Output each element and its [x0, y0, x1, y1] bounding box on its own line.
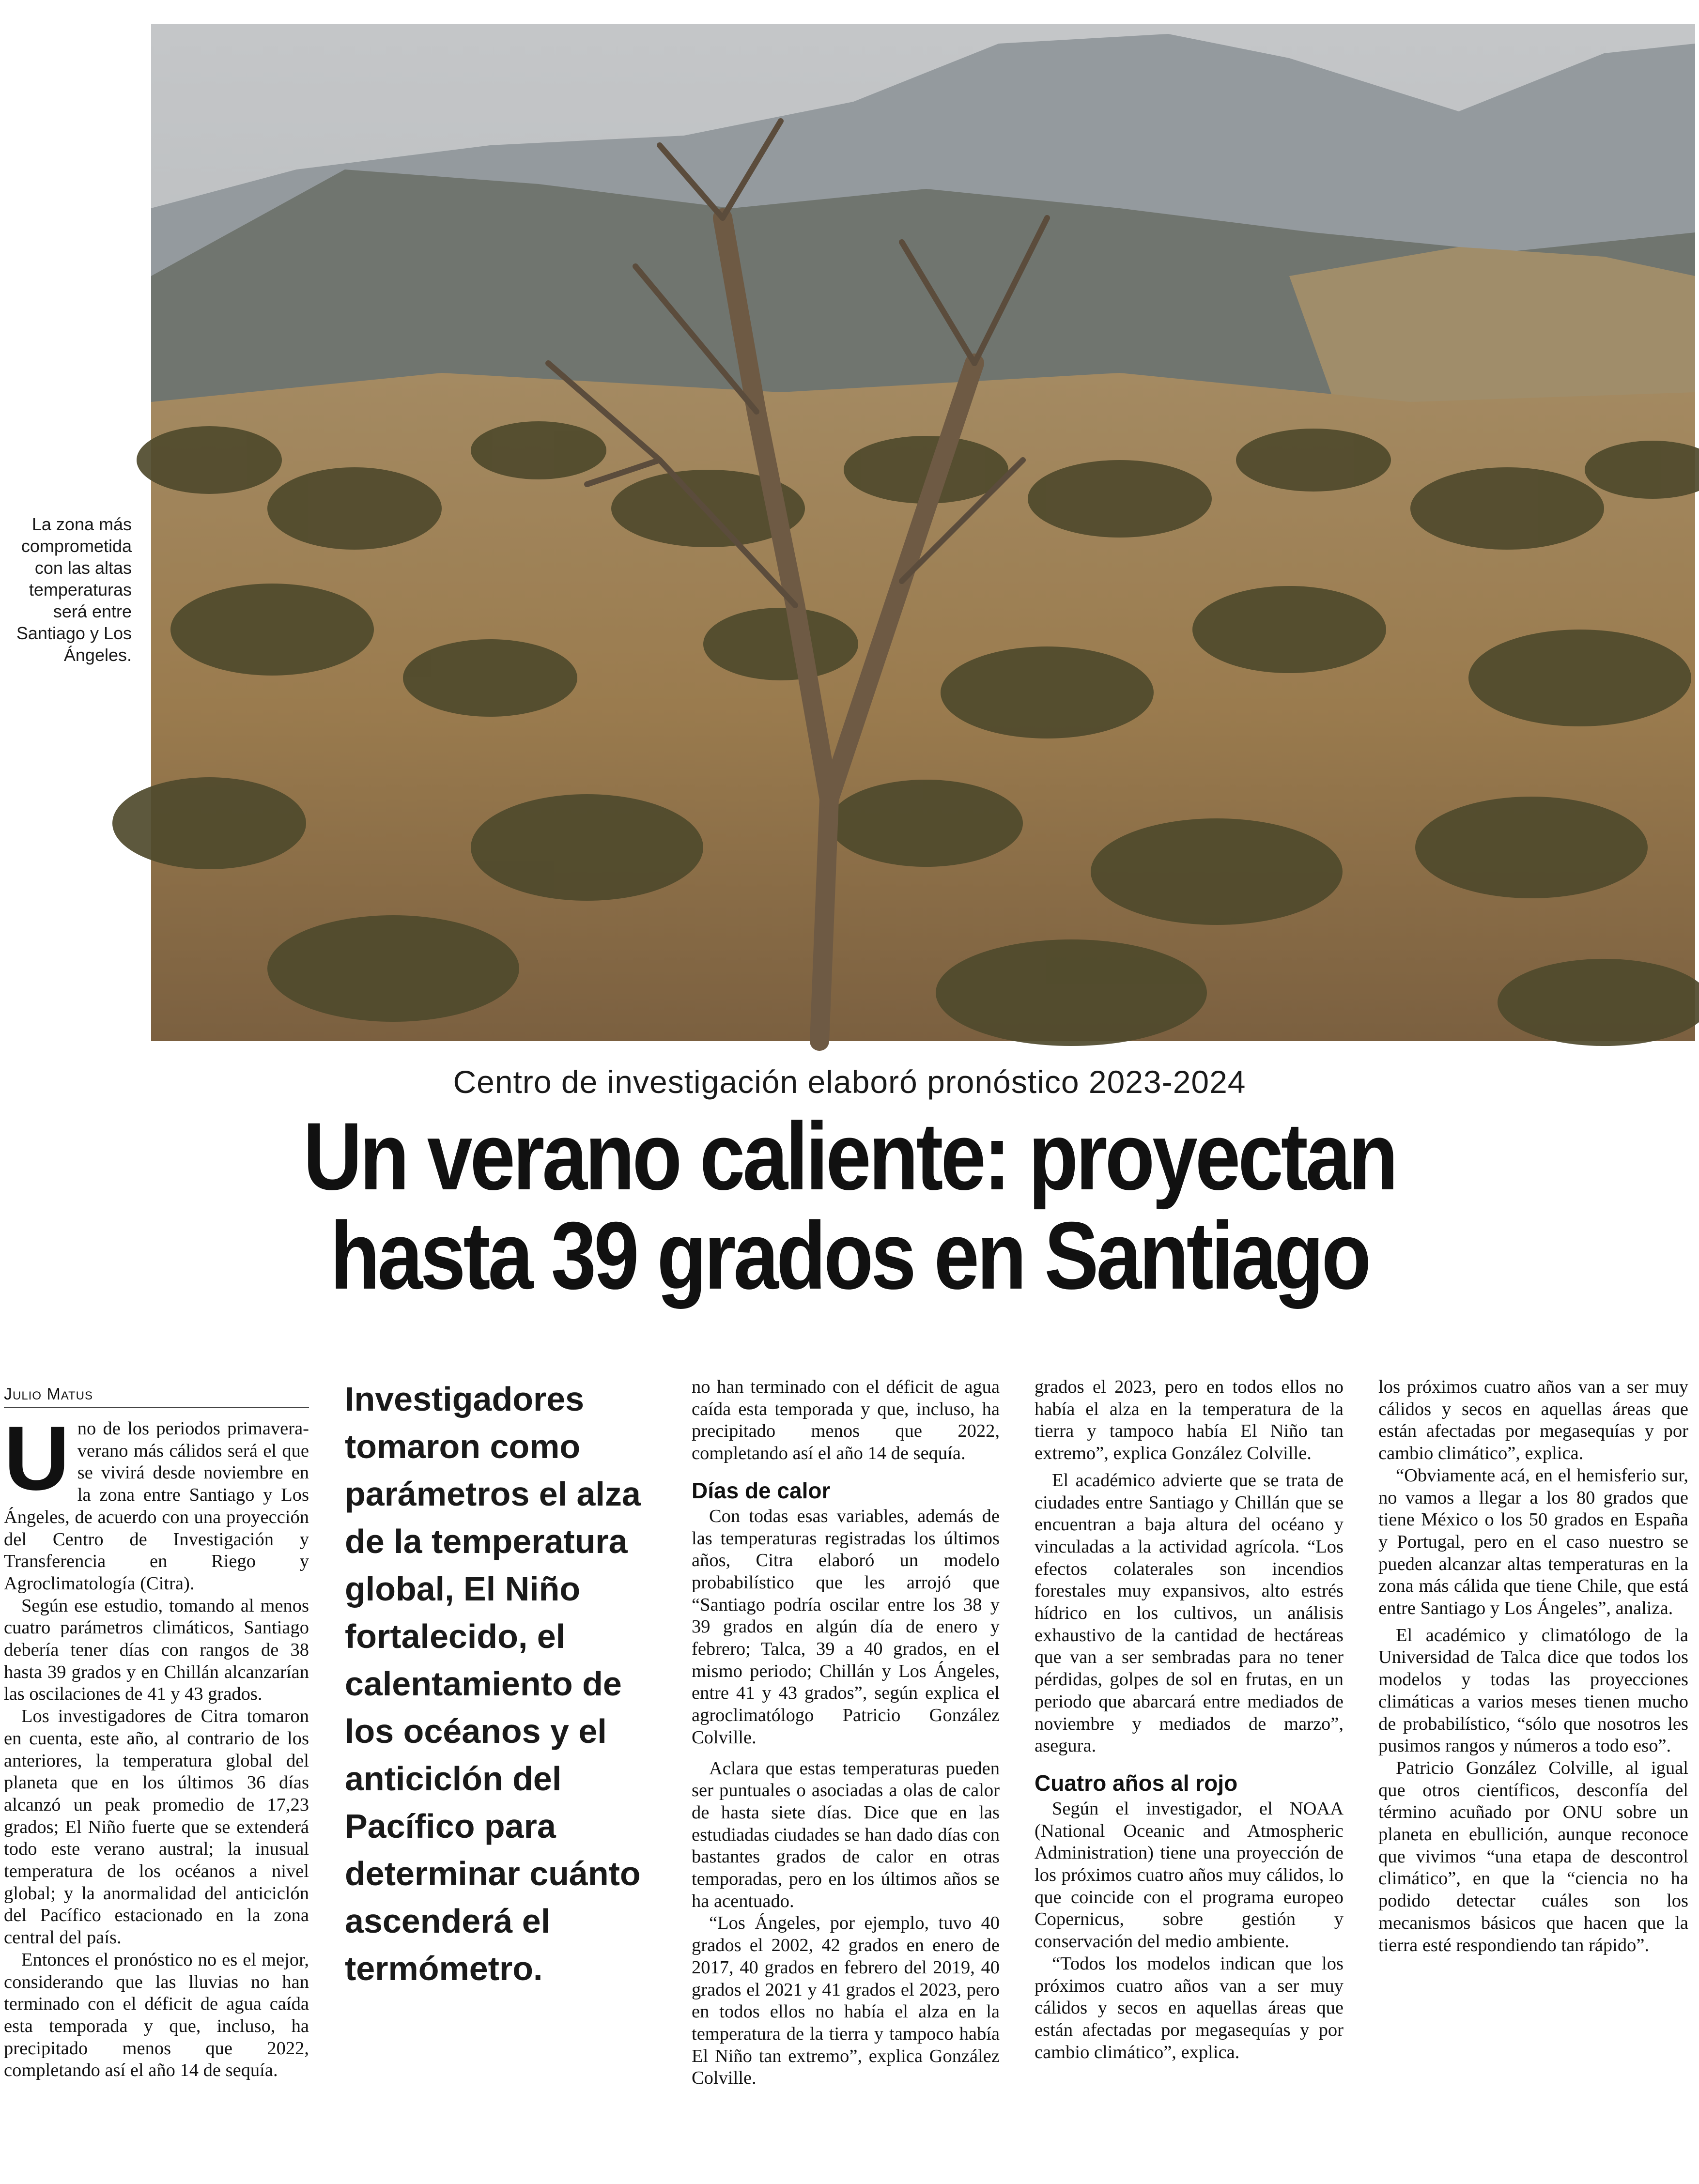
- subhead-cuatro-anos: Cuatro años al rojo: [1035, 1770, 1238, 1796]
- headline-line-1: Un verano caliente: proyectan: [303, 1103, 1396, 1210]
- paragraph-10-continued: los próximos cuatro años van a ser muy cálidos y secos en aquellas áreas que están afectadas por megasequías y por cambio climático”, explica.: [1378, 1377, 1688, 1464]
- article-column-3: [692, 1376, 1000, 2089]
- paragraph-11: “Obviamente acá, en el hemisferio sur, no vamos a llegar a los 80 grados que tiene México o los 50 grados en España y Portugal, pero en el caso nuestro se pueden alcanzar altas temperaturas en la zona más cálida que tiene Chile, que está entre Santiago y Los Ángeles”, analiza.: [1378, 1465, 1688, 1619]
- drop-cap: U: [4, 1407, 70, 1509]
- paragraph-7-continued: grados el 2023, pero en todos ellos no había el alza en la temperatura de la tierra y tampoco había El Niño tan extremo”, explica González Colville.: [1035, 1377, 1344, 1464]
- byline: Julio Matus: [4, 1385, 309, 1408]
- paragraph-7: “Los Ángeles, por ejemplo, tuvo 40 grados el 2002, 42 grados en enero de 2017, 40 grados en febrero del 2019, 40 grados el 2021 y 41 grados el 2023, pero en todos ellos no había el alza en la temperatura de la tierra y tampoco había El Niño tan extremo”, explica González Colville.: [692, 1913, 1000, 2089]
- article-column-5: [1378, 1376, 1688, 1956]
- pull-quote: Investigadores tomaron como parámetros el alza de la temperatura global, El Niño fortalecido, el calentamiento de los océanos y el anticiclón del Pacífico para determinar cuánto ascenderá el termómetro.: [345, 1380, 641, 1987]
- paragraph-12: El académico y climatólogo de la Universidad de Talca dice que todos los modelos y todas las proyecciones climáticas a varios meses tienen mucho de probabilístico, “sólo que nosotros les pusimos rangos y números a todo eso”.: [1378, 1625, 1688, 1756]
- landscape-photo: [151, 24, 1695, 1041]
- article-kicker: Centro de investigación elaboró pronóstico 2023-2024: [453, 1064, 1246, 1100]
- paragraph-2: Según ese estudio, tomando al menos cuatro parámetros climáticos, Santiago debería tener días con rangos de 38 hasta 39 grados y en Chillán alcanzarían las oscilaciones de 41 y 43 grados.: [4, 1595, 309, 1705]
- paragraph-10: “Todos los modelos indican que los próximos cuatro años van a ser muy cálidos y secos en aquellas áreas que están afectadas por megasequías y por cambio climático”, explica.: [1035, 1953, 1344, 2062]
- paragraph-6: Aclara que estas temperaturas pueden ser puntuales o asociadas a olas de calor de hasta siete días. Dice que en las estudiadas ciudades se han dado días con bastantes grados de calor en otras temporadas, pero en los últimos años se ha acentuado.: [692, 1758, 1000, 1911]
- article-column-4: [1035, 1376, 1344, 2062]
- paragraph-4-continued: no han terminado con el déficit de agua caída esta temporada y que, incluso, ha precipitado menos que 2022, completando así el año 14 de sequía.: [692, 1377, 1000, 1464]
- paragraph-9: Según el investigador, el NOAA (National Oceanic and Atmospheric Administration) tiene una proyección de los próximos cuatro años muy cálidos, lo que coincide con el programa europeo Copernicus, sobre gestión y conservación del medio ambiente.: [1035, 1798, 1344, 1952]
- paragraph-5: Con todas esas variables, además de las temperaturas registradas los últimos años, Citra elaboró un modelo probabilístico que les arrojó que “Santiago podría oscilar entre los 38 y 39 grados en algún día de enero y febrero; Talca, 39 a 40 grados, en el mismo periodo; Chillán y Los Ángeles, entre 41 y 43 grados”, según explica el agroclimatólogo Patricio González Colville.: [692, 1506, 1000, 1748]
- paragraph-3: Los investigadores de Citra tomaron en cuenta, este año, al contrario de los anteriores, la temperatura global del planeta que en los últimos 36 días alcanzó un peak promedio de 17,23 grados; El Niño fuerte que se extenderá todo este verano austral; la inusual temperatura de los océanos a nivel global; y la anormalidad del anticiclón del Pacífico estacionado en la zona central del país.: [4, 1706, 309, 1948]
- paragraph-1: Uno de los periodos primavera-verano más cálidos será el que se vivirá desde noviembre en la zona entre Santiago y Los Ángeles, de acuerdo con una proyección del Centro de Investigación y Transferencia en Riego y Agroclimatología (Citra).: [4, 1407, 309, 1594]
- subhead-dias-de-calor: Días de calor: [692, 1477, 831, 1503]
- article-headline: [127, 1103, 1572, 1309]
- photo-caption: La zona más comprometida con las altas temperaturas será entre Santiago y Los Ángeles.: [16, 514, 132, 665]
- article-column-1: [4, 1407, 309, 2081]
- landscape-photo-icon: [151, 24, 1695, 1041]
- paragraph-13: Patricio González Colville, al igual que otros científicos, desconfía del término acuñado por ONU sobre un planeta en ebullición, aunque reconoce que vivimos “una etapa de descontrol climático”, en que la “ciencia no ha podido detectar cuáles son los mecanismos básicos que hacen que la tierra esté respondiendo tan rápido”.: [1378, 1757, 1688, 1955]
- headline-line-2: hasta 39 grados en Santiago: [330, 1202, 1369, 1309]
- paragraph-4: Entonces el pronóstico no es el mejor, considerando que las lluvias no han terminado con el déficit de agua caída esta temporada y que, incluso, ha precipitado menos que 2022, completando así el año 14 de sequía.: [4, 1949, 309, 2081]
- paragraph-8: El académico advierte que se trata de ciudades entre Santiago y Chillán que se encuentran a baja altura del océano y vinculadas a la actividad agrícola. “Los efectos colaterales son incendios forestales muy expansivos, alto estrés hídrico en los cultivos, un análisis exhaustivo de la cantidad de hectáreas que van a ser sembradas para no tener pérdidas, golpes de sol en frutas, en un periodo que abarcará entre mediados de noviembre y mediados de marzo”, asegura.: [1035, 1470, 1344, 1756]
